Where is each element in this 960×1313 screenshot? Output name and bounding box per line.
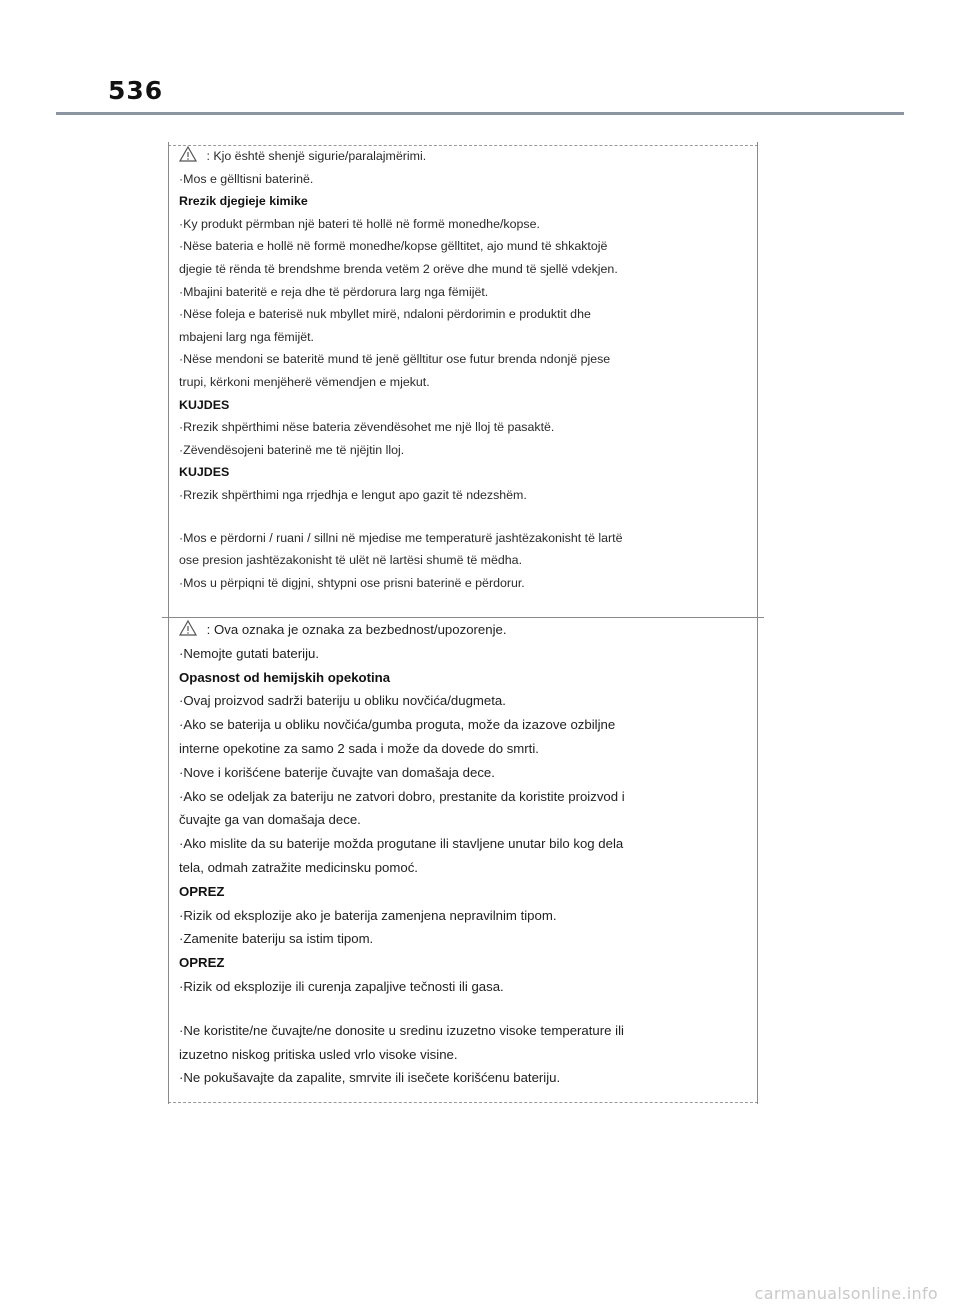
frame-right-edge (757, 142, 758, 1104)
section-heading: Opasnost od hemijskih opekotina (179, 669, 391, 685)
text-line: ·Ovaj proizvod sadrži bateriju u obliku novčića/dugmeta. (179, 693, 506, 709)
text-line: ·Ne koristite/ne čuvajte/ne donosite u sredinu izuzetno visoke temperature ili (179, 1022, 624, 1038)
scanned-label-frame (168, 142, 758, 1104)
warning-symbol-caption: : Kjo është shenjë sigurie/paralajmërimi. (203, 149, 427, 163)
text-line: ·Zëvendësojeni baterinë me të njëjtin lloj. (179, 442, 405, 457)
text-line: ·Mos e gëlltisni baterinë. (179, 171, 314, 186)
frame-bottom-edge (168, 1102, 758, 1103)
albanian-warning-section (179, 145, 739, 594)
text-line: ·Mbajini bateritë e reja dhe të përdorura larg nga fëmijët. (179, 284, 489, 299)
text-line: ·Zamenite bateriju sa istim tipom. (179, 931, 374, 947)
text-line (179, 145, 739, 168)
text-line: trupi, kërkoni menjëherë vëmendjen e mjekut. (179, 374, 430, 389)
spacer (179, 507, 739, 527)
text-line: ·Ne pokušavajte da zapalite, smrvite ili isečete korišćenu bateriju. (179, 1070, 561, 1086)
text-line: ·Rizik od eksplozije ili curenja zapaljive tečnosti ili gasa. (179, 978, 504, 994)
text-line: ·Nemojte gutati bateriju. (179, 645, 320, 661)
header-rule (56, 112, 904, 115)
text-line: izuzetno niskog pritiska usled vrlo visoke visine. (179, 1046, 458, 1062)
text-line: ·Mos u përpiqni të digjni, shtypni ose prisni baterinë e përdorur. (179, 575, 525, 590)
text-line: čuvajte ga van domašaja dece. (179, 812, 361, 828)
text-line: ·Ky produkt përmban një bateri të hollë në formë monedhe/kopse. (179, 216, 540, 231)
text-line: ·Ako se baterija u obliku novčića/gumba proguta, može da izazove ozbiljne (179, 717, 616, 733)
section-heading: OPREZ (179, 883, 225, 899)
warning-triangle-icon (179, 620, 197, 636)
serbian-warning-section (179, 618, 739, 1090)
warning-triangle-icon (179, 146, 197, 162)
text-line (179, 618, 739, 642)
text-line: ·Ako se odeljak za bateriju ne zatvori dobro, prestanite da koristite proizvod i (179, 788, 625, 804)
section-heading: KUJDES (179, 465, 230, 480)
warning-symbol-caption: : Ova oznaka je oznaka za bezbednost/upozorenje. (203, 622, 507, 637)
text-line: mbajeni larg nga fëmijët. (179, 329, 314, 344)
text-line: ·Nëse mendoni se bateritë mund të jenë gëlltitur ose futur brenda ndonjë pjese (179, 352, 611, 367)
text-line: ·Rrezik shpërthimi nga rrjedhja e lengut apo gazit të ndezshëm. (179, 487, 527, 502)
text-line: djegie të rënda të brendshme brenda vetëm 2 orëve dhe mund të sjellë vdekjen. (179, 261, 618, 276)
page-number: 536 (108, 76, 164, 105)
text-line: ·Nove i korišćene baterije čuvajte van domašaja dece. (179, 764, 495, 780)
text-line: interne opekotine za samo 2 sada i može da dovede do smrti. (179, 740, 539, 756)
text-line: ·Nëse foleja e baterisë nuk mbyllet mirë, ndaloni përdorimin e produktit dhe (179, 307, 591, 322)
text-line: tela, odmah zatražite medicinsku pomoć. (179, 859, 418, 875)
text-line: ·Rizik od eksplozije ako je baterija zamenjena nepravilnim tipom. (179, 907, 557, 923)
text-line: ·Ako mislite da su baterije možda progutane ili stavljene unutar bilo kog dela (179, 836, 624, 852)
text-line: ·Mos e përdorni / ruani / sillni në mjedise me temperaturë jashtëzakonisht të lartë (179, 530, 623, 545)
section-heading: KUJDES (179, 397, 230, 412)
section-heading: OPREZ (179, 955, 225, 971)
frame-left-edge (168, 142, 169, 1104)
text-line: ose presion jashtëzakonisht të ulët në lartësi shumë të mëdha. (179, 553, 523, 568)
footer-watermark: carmanualsonline.info (754, 1284, 938, 1303)
section-heading: Rrezik djegieje kimike (179, 194, 308, 209)
text-line: ·Nëse bateria e hollë në formë monedhe/kopse gëlltitet, ajo mund të shkaktojë (179, 239, 608, 254)
spacer (179, 999, 739, 1019)
text-line: ·Rrezik shpërthimi nëse bateria zëvendësohet me një lloj të pasaktë. (179, 420, 555, 435)
